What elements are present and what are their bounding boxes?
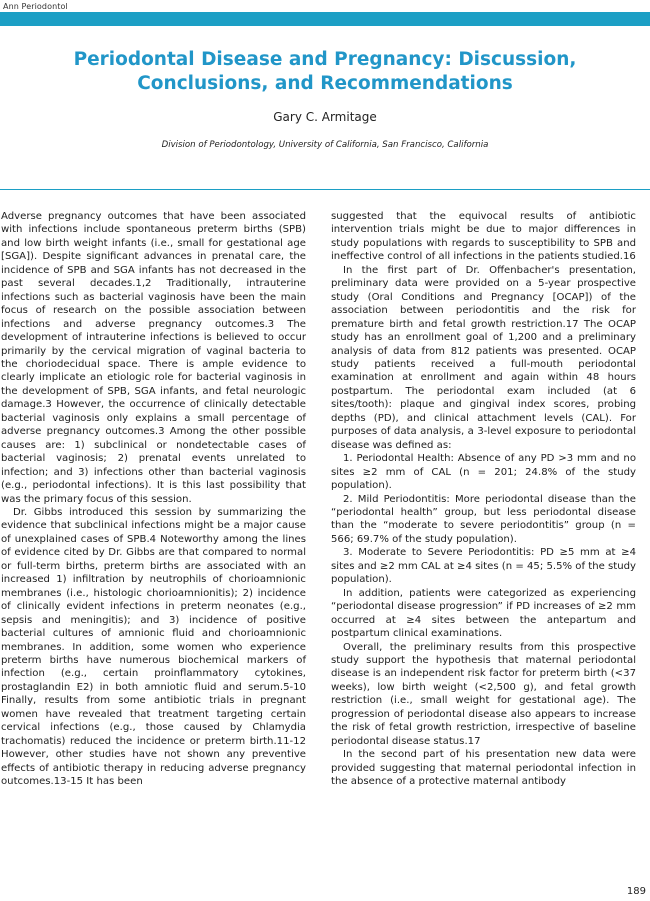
title-divider: [0, 189, 650, 190]
left-column: [1, 210, 306, 788]
header-bar: [0, 12, 650, 26]
paragraph: In addition, patients were categorized as experiencing “periodontal disease progression” if PD increases of ≥2 mm occurred at ≥4 sites between the antepartum and postpartum clinical examinations.: [331, 587, 636, 640]
paragraph: Dr. Gibbs introduced this session by summarizing the evidence that subclinical infections might be a major cause of unexplained cases of SPB.4 Noteworthy among the lines of evidence cited by Dr. Gibbs are that compared to normal or full-term births, preterm births are associated with an increased 1) infiltration by neutrophils of chorioamnionic membranes (i.e., histologic chorioamnionitis); 2) incidence of clinically evident infections in preterm neonates (e.g., sepsis and meningitis); and 3) incidence of positive bacterial cultures of amnionic fluid and chorioamnionic membranes. In addition, some women who experience preterm births have numerous biochemical markers of infection (e.g., certain proinflammatory cytokines, prostaglandin E2) in both amniotic fluid and serum.5-10 Finally, results from some antibiotic trials in pregnant women have revealed that treatment targeting certain cervical infections (e.g., those caused by Chlamydia trachomatis) reduced the incidence or preterm birth.11-12 However, other studies have not shown any preventive effects of antibiotic therapy in reducing adverse pregnancy outcomes.13-15 It has been: [1, 506, 306, 788]
journal-header: Ann Periodontol: [3, 2, 68, 11]
affiliation: Division of Periodontology, University of California, San Francisco, California: [161, 140, 489, 150]
paragraph: suggested that the equivocal results of antibiotic intervention trials might be due to major differences in study populations with regards to susceptibility to SPB and ineffective control of all infections in the patients studied.16: [331, 211, 636, 263]
article-title: Periodontal Disease and Pregnancy: Discussion, Conclusions, and Recommendations: [73, 49, 577, 94]
page-number: 189: [626, 886, 646, 897]
list-item: 1. Periodontal Health: Absence of any PD >3 mm and no sites ≥2 mm of CAL (n = 201; 24.8% of the study population).: [331, 453, 636, 492]
paragraph: Adverse pregnancy outcomes that have been associated with infections include spontaneous preterm births (SPB) and low birth weight infants (i.e., small for gestational age [SGA]). Despite significant advances in prenatal care, the incidence of SPB and SGA infants has not decreased in the past several decades.1,2 Traditionally, intrauterine infections such as bacterial vaginosis have been the main focus of research on the possible association between infections and adverse pregnancy outcomes.3 The development of intrauterine infections is believed to occur primarily by the cervical migration of vaginal bacteria to the choriodecidual space. There is ample evidence to clearly implicate an etiologic role for bacterial vaginosis in the development of SPB, SGA infants, and fetal neurologic damage.3 However, the occurrence of clinically detectable bacterial vaginosis only explains a small percentage of adverse pregnancy outcomes.3 Among the other possible causes are: 1) subclinical or nondetectable cases of bacterial vaginosis; 2) prenatal events unrelated to infection; and 3) infections other than bacterial vaginosis (e.g., periodontal infections). It is this last possibility that was the primary focus of this session.: [1, 211, 306, 505]
paragraph: Overall, the preliminary results from this prospective study support the hypothesis that maternal periodontal disease is an independent risk factor for preterm birth (<37 weeks), low birth weight (<2,500 g), and fetal growth restriction (i.e., small weight for gestational age). The progression of periodontal disease also appears to increase the risk of fetal growth restriction, irrespective of baseline periodontal disease status.17: [331, 641, 636, 747]
author: Gary C. Armitage: [273, 110, 377, 124]
right-column: [331, 210, 636, 788]
paragraph: In the second part of his presentation new data were provided suggesting that maternal periodontal infection in the absence of a protective maternal antibody: [331, 749, 636, 788]
list-item: 3. Moderate to Severe Periodontitis: PD ≥5 mm at ≥4 sites and ≥2 mm CAL at ≥4 sites (n = 45; 5.5% of the study population).: [331, 547, 637, 586]
paragraph: In the first part of Dr. Offenbacher's presentation, preliminary data were provided on a 5-year prospective study (Oral Conditions and Pregnancy [OCAP]) of the association between periodontitis and the risk for premature birth and fetal growth restriction.17 The OCAP study has an enrollment goal of 1,200 and a preliminary analysis of data from 812 patients was presented. OCAP study patients received a full-mouth periodontal examination at enrollment and again within 48 hours postpartum. The periodontal exam included (at 6 sites/tooth): plaque and gingival index scores, probing depths (PD), and clinical attachment levels (CAL). For purposes of data analysis, a 3-level exposure to periodontal disease was defined as:: [331, 264, 636, 451]
list-item: 2. Mild Periodontitis: More periodontal disease than the “periodontal health” group, but less periodontal disease than the “moderate to severe periodontitis” group (n = 566; 69.7% of the study population).: [331, 493, 636, 545]
